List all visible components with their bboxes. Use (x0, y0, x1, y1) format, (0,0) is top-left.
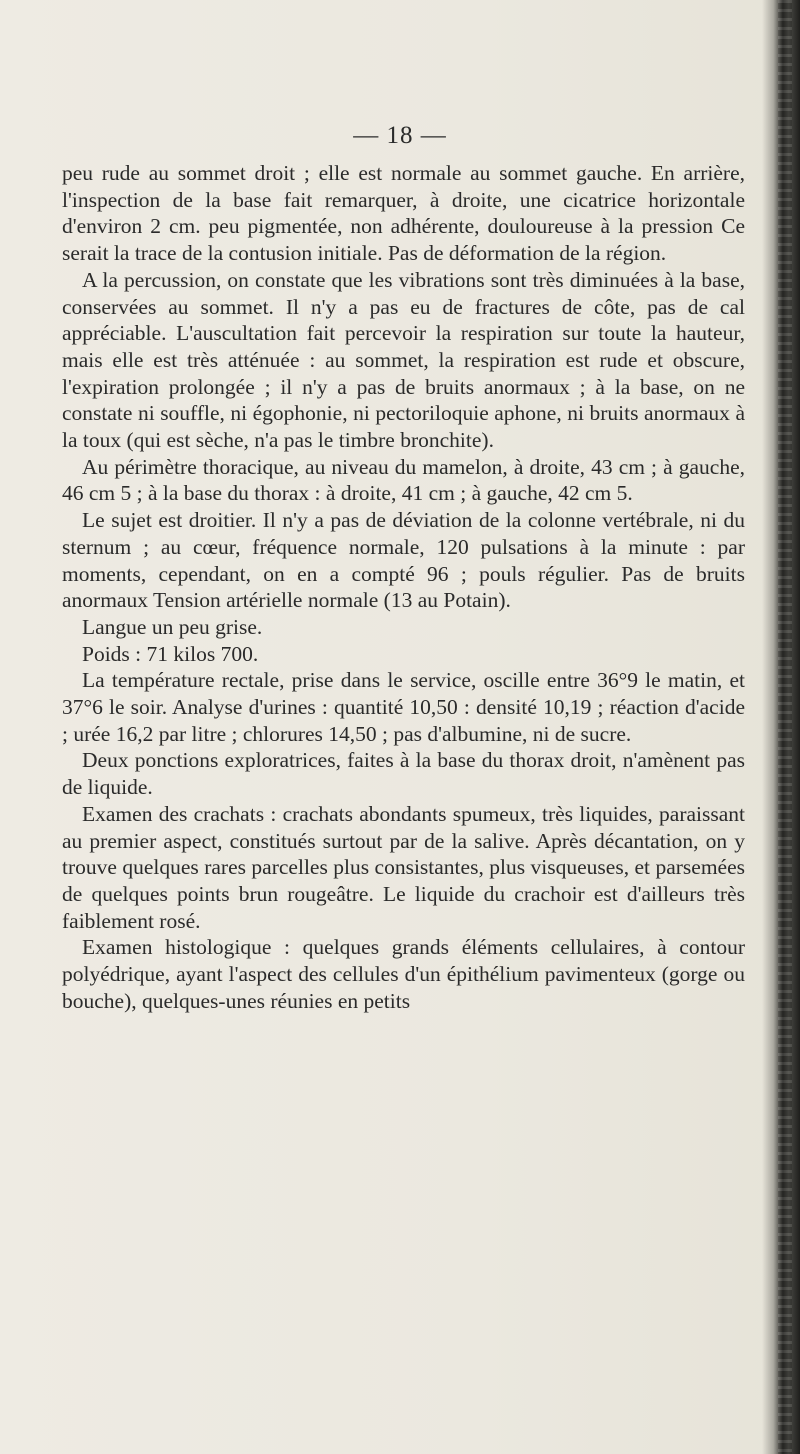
paragraph-6: Poids : 71 kilos 700. (82, 641, 259, 666)
paragraph-5: Langue un peu grise. (82, 614, 263, 639)
paragraph-10: Examen histologique : quelques grands éléments cellulaires, à contour polyédrique, ayant l'aspect des cellules d'un épithélium pavimenteux (gorge ou bouche), quelques-unes réunies en petits (62, 935, 745, 1013)
paragraph-3: Au périmètre thoracique, au niveau du mamelon, à droite, 43 cm ; à gauche, 46 cm 5 ; à la base du thorax : à droite, 41 cm ; à gauche, 42 cm 5. (62, 454, 745, 506)
paragraph-2: A la percussion, on constate que les vibrations sont très diminuées à la base, conservées au sommet. Il n'y a pas eu de fractures de côte, pas de cal appréciable. L'auscultation fait percevoir la respiration sur toute la hauteur, mais elle est très atténuée : au sommet, la respiration est rude et obscure, l'expiration prolongée ; il n'y a pas de bruits anormaux ; à la base, on ne constate ni souffle, ni égophonie, ni pectoriloquie aphone, ni bruits anormaux à la toux (qui est sèche, n'a pas le timbre bronchite). (62, 267, 745, 453)
paragraph-1: peu rude au sommet droit ; elle est normale au sommet gauche. En arrière, l'inspection de la base fait remarquer, à droite, une cicatrice horizontale d'environ 2 cm. peu pigmentée, non adhérente, douloureuse à la pression Ce serait la trace de la contusion initiale. Pas de déformation de la région. (62, 161, 745, 266)
paragraph-9: Examen des crachats : crachats abondants spumeux, très liquides, paraissant au premier aspect, constitués surtout par de la salive. Après décantation, on y trouve quelques rares parcelles plus consistantes, plus visqueuses, et parsemées de quelques points brun rougeâtre. Le liquide du crachoir est d'ailleurs très faiblement rosé. (62, 801, 745, 933)
paragraph-8: Deux ponctions exploratrices, faites à la base du thorax droit, n'amènent pas de liquide. (62, 748, 745, 800)
paragraph-7: La température rectale, prise dans le service, oscille entre 36°9 le matin, et 37°6 le soir. Analyse d'urines : quantité 10,50 : densité 10,19 ; réaction d'acide ; urée 16,2 par litre ; chlorures 14,50 ; pas d'albumine, ni de sucre. (62, 668, 745, 746)
page-binding-edge (762, 0, 800, 1454)
body-text (62, 160, 745, 1015)
page-number: — 18 — (353, 122, 447, 149)
binding-texture (778, 0, 792, 1454)
paragraph-4: Le sujet est droitier. Il n'y a pas de déviation de la colonne vertébrale, ni du sternum ; au cœur, fréquence normale, 120 pulsations à la minute : par moments, cependant, on en a compté 96 ; pouls régulier. Pas de bruits anormaux Tension artérielle normale (13 au Potain). (62, 508, 745, 613)
